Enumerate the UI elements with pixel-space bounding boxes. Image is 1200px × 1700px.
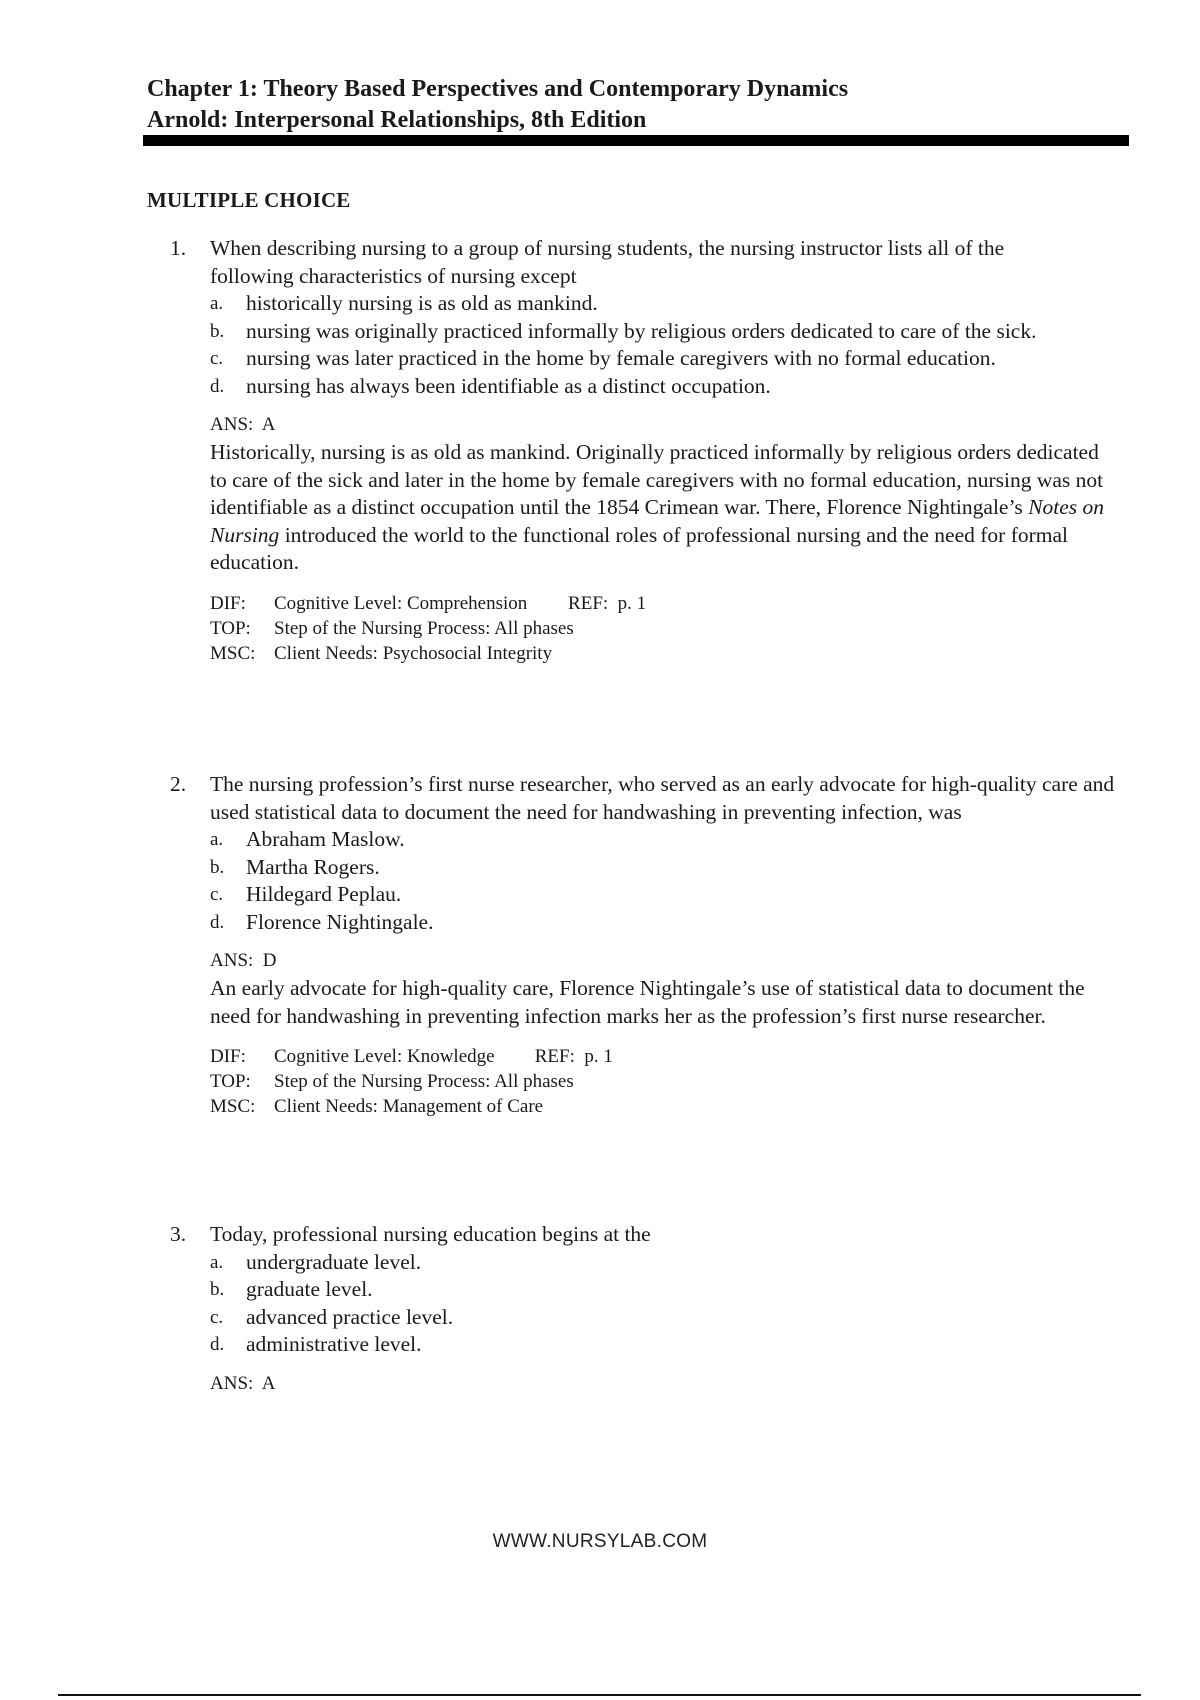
msc-row (210, 1094, 1120, 1119)
option-text: advanced practice level. (246, 1304, 454, 1329)
msc-value: Client Needs: Management of Care (274, 1096, 544, 1117)
question-metadata (210, 591, 1110, 666)
option-text: Florence Nightingale. (246, 909, 434, 934)
option-d (210, 909, 1135, 937)
question-number: 2. (170, 772, 187, 796)
option-letter: b. (210, 320, 225, 342)
answer-value: D (262, 950, 277, 971)
dif-value: Cognitive Level: Comprehension (274, 592, 528, 614)
question-metadata (210, 1044, 1120, 1119)
difficulty-row (210, 591, 1110, 616)
option-c (210, 1304, 1135, 1332)
ref-label: REF: (568, 592, 609, 614)
option-text: nursing has always been identifiable as a distinct occupation. (246, 373, 771, 398)
top-label: TOP: (210, 1071, 251, 1092)
option-text: Hildegard Peplau. (246, 882, 402, 906)
msc-value: Client Needs: Psychosocial Integrity (274, 642, 553, 664)
option-list (210, 1249, 1135, 1359)
msc-label: MSC: (210, 642, 256, 664)
book-reference: Notes on Nursing (210, 495, 1105, 547)
ref-label: REF: (534, 1046, 575, 1067)
question-1 (170, 235, 1135, 666)
option-a (210, 290, 1056, 318)
answer-label: ANS: (210, 950, 254, 971)
ref-value: p. 1 (584, 1046, 613, 1067)
section-title: MULTIPLE CHOICE (147, 188, 351, 212)
question-number: 3. (170, 1222, 187, 1246)
option-text: graduate level. (246, 1277, 373, 1301)
option-letter: c. (210, 884, 224, 905)
topic-row (210, 616, 1110, 641)
option-text: nursing was originally practiced informally by religious orders dedicated to care of the sick. (246, 318, 1037, 343)
answer-value: A (261, 414, 276, 435)
question-stem: The nursing profession’s first nurse researcher, who served as an early advocate for high-quality care and used statistical data to document the need for handwashing in preventing infection, was (210, 772, 1115, 824)
option-text: historically nursing is as old as mankind. (246, 291, 598, 315)
msc-row (210, 641, 1110, 666)
book-title: Arnold: Interpersonal Relationships, 8th Edition (147, 107, 647, 133)
rationale (210, 439, 1110, 577)
top-value: Step of the Nursing Process: All phases (274, 617, 574, 639)
option-letter: a. (210, 829, 224, 850)
chapter-title: Chapter 1: Theory Based Perspectives and Contemporary Dynamics (147, 76, 849, 102)
option-d (210, 1331, 1135, 1359)
dif-label: DIF: (210, 592, 246, 614)
msc-label: MSC: (210, 1096, 256, 1117)
answer-block (210, 946, 1120, 1119)
option-text: administrative level. (246, 1332, 422, 1356)
dif-value: Cognitive Level: Knowledge (274, 1046, 495, 1067)
ref-value: p. 1 (617, 592, 647, 614)
answer-key (210, 1369, 1135, 1398)
option-letter: d. (210, 375, 225, 397)
option-text: Abraham Maslow. (246, 827, 405, 851)
option-list (210, 826, 1135, 936)
answer-block (210, 1369, 1135, 1398)
option-letter: b. (210, 856, 225, 878)
option-b (210, 318, 1046, 346)
option-text: Martha Rogers. (246, 854, 380, 879)
option-c (210, 881, 1135, 909)
option-b (210, 854, 1135, 882)
rationale-text: Historically, nursing is as old as mankind. Originally practiced informally by religious orders dedicated to care of the sick and later in the home by female caregivers with no formal education, nursing was not identifiable as a distinct occupation until the 1854 Crimean war. There, Florence Nightingale’s (210, 440, 1104, 519)
rationale: An early advocate for high-quality care, Florence Nightingale’s use of statistical data to document the need for handwashing in preventing infection marks her as the profession’s first nurse researcher. (210, 976, 1085, 1028)
answer-label: ANS: (210, 414, 254, 435)
page-bottom-rule (58, 1694, 1141, 1696)
option-text: nursing was later practiced in the home by female caregivers with no formal education. (246, 346, 996, 370)
option-a (210, 1249, 1135, 1277)
header-divider (143, 135, 1129, 146)
question-stem: Today, professional nursing education begins at the (210, 1222, 651, 1246)
option-text: undergraduate level. (246, 1249, 422, 1274)
option-c (210, 345, 1006, 373)
top-label: TOP: (210, 617, 251, 639)
option-letter: b. (210, 1279, 225, 1300)
option-letter: d. (210, 911, 225, 933)
document-header (147, 74, 1132, 136)
option-a (210, 826, 1135, 854)
answer-block (210, 410, 1110, 666)
option-letter: d. (210, 1334, 225, 1355)
difficulty-row (210, 1044, 1120, 1069)
answer-label: ANS: (210, 1372, 254, 1394)
top-value: Step of the Nursing Process: All phases (274, 1071, 574, 1092)
dif-label: DIF: (210, 1046, 246, 1067)
answer-key (210, 410, 1110, 439)
option-list (210, 290, 1135, 400)
site-watermark: WWW.NURSYLAB.COM (492, 1531, 708, 1552)
answer-key (210, 946, 1120, 975)
answer-value: A (261, 1372, 276, 1394)
topic-row (210, 1069, 1120, 1094)
option-letter: c. (210, 1306, 224, 1328)
option-letter: a. (210, 1251, 224, 1273)
option-letter: c. (210, 348, 224, 369)
question-2 (170, 771, 1135, 1119)
question-stem: When describing nursing to a group of nursing students, the nursing instructor lists all of the following characteristics of nursing except (210, 236, 1005, 288)
option-b (210, 1276, 1135, 1304)
option-d (210, 373, 1056, 401)
rationale-text: introduced the world to the functional roles of professional nursing and the need for formal education. (210, 522, 1069, 574)
option-letter: a. (210, 293, 224, 314)
question-3 (170, 1221, 1135, 1398)
question-number: 1. (170, 236, 187, 260)
